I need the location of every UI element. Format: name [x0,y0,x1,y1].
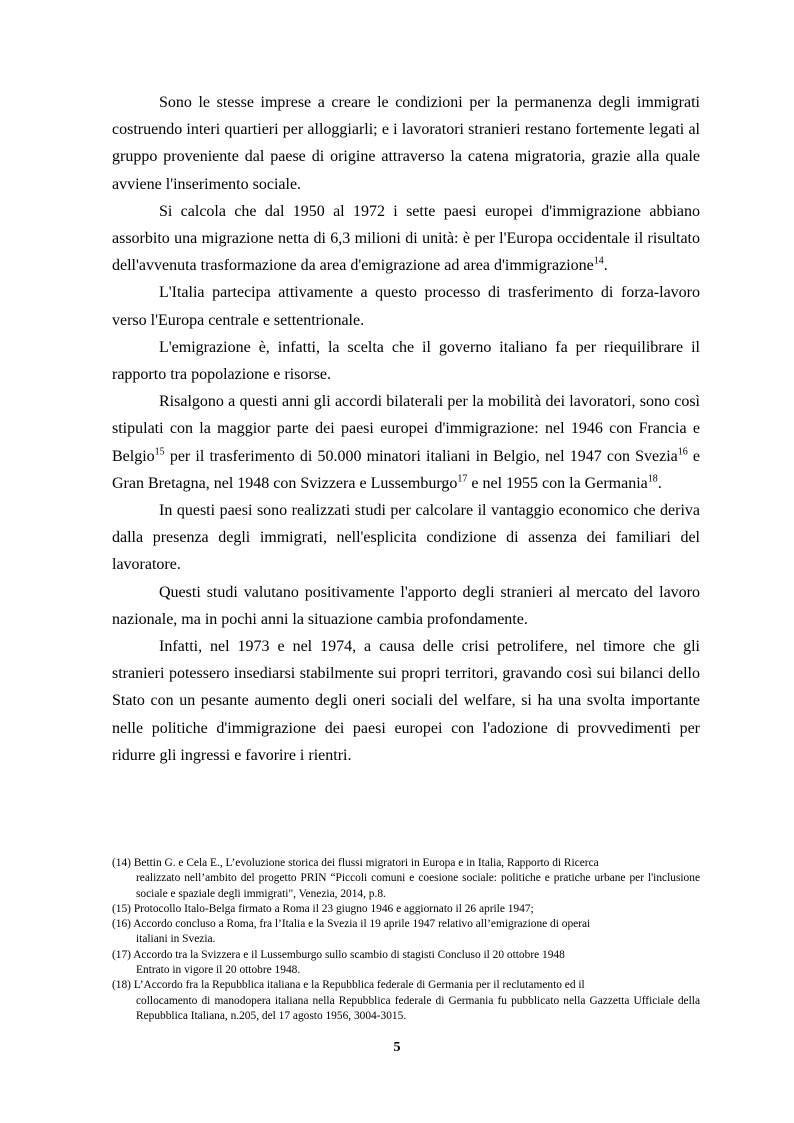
footnote-ref-15[interactable]: 15 [154,446,165,458]
paragraph-4: L'emigrazione è, infatti, la scelta che il governo italiano fa per riequilibrare il rapporto tra popolazione e risorse. [112,338,700,384]
paragraph-1: Sono le stesse imprese a creare le condizioni per la permanenza degli immigrati costruendo interi quartieri per alloggiarli; e i lavoratori stranieri restano fortemente legati al gruppo proveniente dal paese di origine attraverso la catena migratoria, grazie alla quale avviene l'inserimento sociale. [112,94,700,193]
page-number: 5 [393,1040,401,1055]
paragraph-6: In questi paesi sono realizzati studi per calcolare il vantaggio economico che deriva dalla presenza degli immigrati, nell'esplicita condizione di assenza dei familiari del lavoratore. [112,502,700,574]
footnote-18-first: (18) L’Accordo fra la Repubblica italiana e la Repubblica federale di Germania per il reclutamento ed il [112,979,585,992]
body-text [112,89,700,769]
paragraph-2-end: . [603,257,608,275]
footnote-ref-18[interactable]: 18 [647,473,658,485]
paragraph-5-text-c: e Gran Bretagna, nel 1948 con Svizzera e Lussemburgo [112,447,701,492]
paragraph-2-text: Si calcola che dal 1950 al 1972 i sette paesi europei d'immigrazione abbiano assorbito una migrazione netta di 6,3 milioni di unità: è per l'Europa occidentale il risultato dell'avvenuta trasformazione da area d'emigrazione ad area d'immigrazione [112,202,700,275]
footnote-15 [112,902,700,917]
paragraph-3: L'Italia partecipa attivamente a questo processo di trasferimento di forza-lavoro verso l'Europa centrale e settentrionale. [112,284,700,329]
paragraph-7: Questi studi valutano positivamente l'apporto degli stranieri al mercato del lavoro nazionale, ma in pochi anni la situazione cambia profondamente. [112,583,700,628]
footnote-17-rest: Entrato in vigore il 20 ottobre 1948. [136,964,301,977]
paragraph-8: Infatti, nel 1973 e nel 1974, a causa delle crisi petrolifere, nel timore che gli stranieri potessero insediarsi stabilmente sui propri territori, gravando così sui bilanci dello Stato con un pesante aumento degli oneri sociali del welfare, si ha una svolta importante nelle politiche d'immigrazione dei paesi europei con l'adozione di provvedimenti per ridurre gli ingressi e favorire i rientri. [112,638,700,764]
footnote-14 [112,856,700,902]
footnote-16 [112,917,700,948]
footnote-16-first: (16) Accordo concluso a Roma, fra l’Italia e la Svezia il 19 aprile 1947 relativo all’emigrazione di operai [112,918,591,931]
paragraph-5-text-b: per il trasferimento di 50.000 minatori italiani in Belgio, nel 1947 con Svezia [164,447,678,465]
footnote-15-first: (15) Protocollo Italo-Belga firmato a Roma il 23 giugno 1946 e aggiornato il 26 aprile 1947; [112,902,534,915]
footnote-ref-16[interactable]: 16 [677,446,688,458]
paragraph-5-text-a: Risalgono a questi anni gli accordi bilaterali per la mobilità dei lavoratori, sono così stipulati con la maggior parte dei paesi europei d'immigrazione: nel 1946 con Francia e Belgio [112,393,700,465]
paragraph-5-text-d: e nel 1955 con la Germania [467,474,648,492]
footnote-16-rest: italiani in Svezia. [136,933,216,946]
footnotes [112,856,700,1024]
paragraph-5 [112,388,700,497]
paragraph-2 [112,198,700,280]
footnote-18-rest: collocamento di manodopera italiana nella Repubblica federale di Germania fu pubblicato nella Gazzetta Ufficiale della Repubblica Italiana, n.205, del 17 agosto 1956, 3004-3015. [136,994,700,1022]
footnote-14-rest: realizzato nell’ambito del progetto PRIN “Piccoli comuni e coesione sociale: politiche e pratiche urbane per l'inclusione sociale e spaziale degli immigrati", Venezia, 2014, p.8. [136,872,700,900]
paragraph-5-end: . [657,474,662,492]
footnote-17-first: (17) Accordo tra la Svizzera e il Lussemburgo sullo scambio di stagisti Concluso il 20 ottobre 1948 [112,948,565,961]
footnote-ref-14[interactable]: 14 [593,255,604,267]
footnote-ref-17[interactable]: 17 [457,473,468,485]
footnote-14-first: (14) Bettin G. e Cela E., L’evoluzione storica dei flussi migratori in Europa e in Italia, Rapporto di Ricerca [112,857,599,869]
footnote-17 [112,948,700,979]
footnote-18 [112,978,700,1024]
